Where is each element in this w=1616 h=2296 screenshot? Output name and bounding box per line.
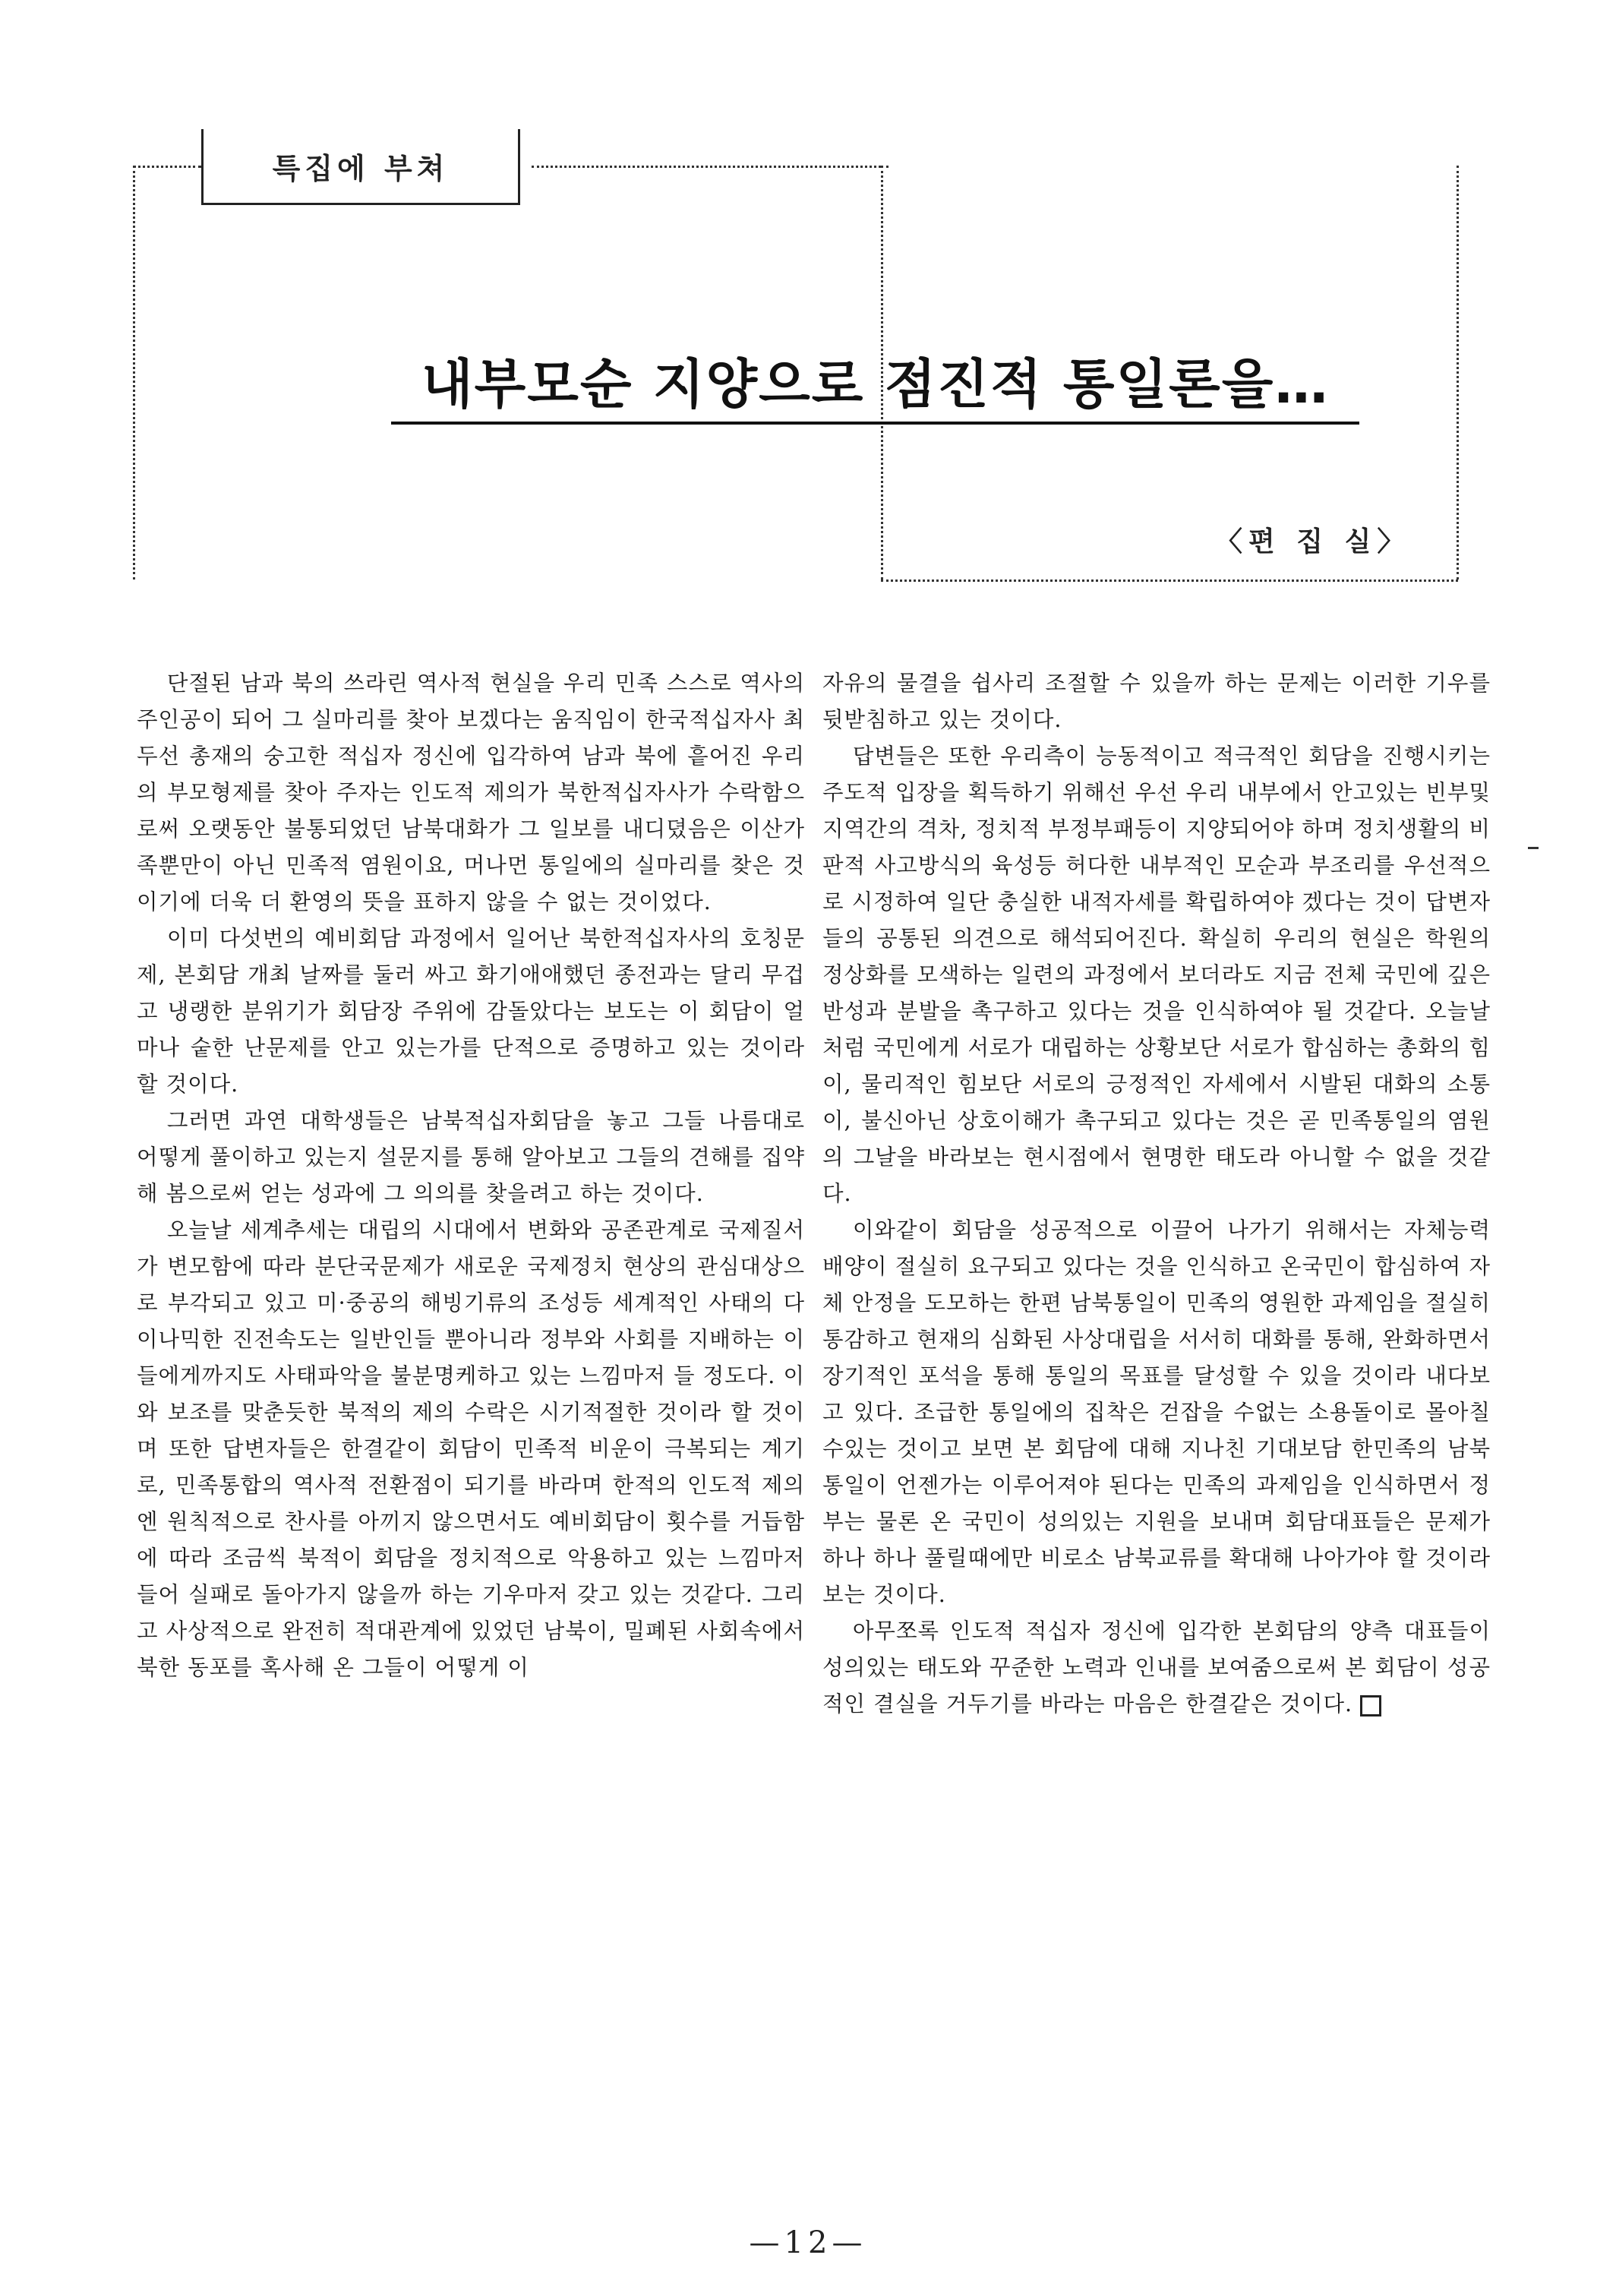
page-number: —12— [749,2225,867,2260]
paragraph: 이미 다섯번의 예비회담 과정에서 일어난 북한적십자사의 호칭문제, 본회담 개최 날짜를 둘러 싸고 화기애애했던 종전과는 달리 무겁고 냉랭한 분위기가 회담장 주위에 감돌았다는 보도는 이 회담이 얼마나 숱한 난문제를 안고 있는가를 단적으로 증명하고 있는 것이라 할 것이다. [137,926,805,1097]
paragraph: 단절된 남과 북의 쓰라린 역사적 현실을 우리 민족 스스로 역사의 주인공이 되어 그 실마리를 찾아 보겠다는 움직임이 한국적십자사 최 두선 총재의 숭고한 적십자 정신에 입각하여 남과 북에 흩어진 우리의 부모형제를 찾아 주자는 인도적 제의가 북한적십자사가 수락함으로써 오랫동안 불통되었던 남북대화가 그 일보를 내디뎠음은 이산가족뿐만이 아닌 민족적 염원이요, 머나먼 통일에의 실마리를 찾은 것이기에 더욱 더 환영의 뜻을 표하지 않을 수 없는 것이었다. [137,671,805,914]
frame-left-dots [133,166,135,580]
paragraph: 이와같이 회담을 성공적으로 이끌어 나가기 위해서는 자체능력 배양이 절실히 요구되고 있다는 것을 인식하고 온국민이 합심하여 자체 안정을 도모하는 한편 남북통일이 민족의 영원한 과제임을 절실히 통감하고 현재의 심화된 사상대립을 서서히 대화를 통해, 완화하면서 장기적인 포석을 통해 통일의 목표를 달성할 수 있을 것이라 내다보고 있다. 조급한 통일에의 집착은 걷잡을 수없는 소용돌이로 몰아칠 수있는 것이고 보면 본 회담에 대해 지나친 기대보담 한민족의 남북통일이 언젠가는 이루어져야 된다는 민족의 과제임을 인식하면서 정부는 물론 온 국민이 성의있는 지원을 보내며 회담대표들은 문제가 하나 하나 풀릴때에만 비로소 남북교류를 확대해 나아가야 할 것이라 보는 것이다. [822,1217,1491,1607]
paragraph: 오늘날 세계추세는 대립의 시대에서 변화와 공존관계로 국제질서가 변모함에 따라 분단국문제가 새로운 국제정치 현상의 관심대상으로 부각되고 있고 미·중공의 해빙기류의 조성등 세계적인 사태의 다이나믹한 진전속도는 일반인들 뿐아니라 정부와 사회를 지배하는 이들에게까지도 사태파악을 불분명케하고 있는 느낌마저 들 정도다. 이와 보조를 맞춘듯한 북적의 제의 수락은 시기적절한 것이라 할 것이며 또한 답변자들은 한결같이 회담이 민족적 비운이 극복되는 계기로, 민족통합의 역사적 전환점이 되기를 바라며 한적의 인도적 제의엔 원칙적으로 찬사를 아끼지 않으면서도 예비회담이 횟수를 거듭함에 따라 조금씩 북적이 회담을 정치적으로 악용하고 있는 느낌마저 들어 실패로 돌아가지 않을까 하는 기우마저 갖고 있는 것같다. 그리고 사상적으로 완전히 적대관계에 있었던 남북이, 밀폐된 사회속에서 북한 동포를 혹사해 온 그들이 어떻게 이 [137,1217,805,1680]
paragraph-text: 아무쪼록 인도적 적십자 정신에 입각한 본회담의 양측 대표들이 성의있는 태도와 꾸준한 노력과 인내를 보여줌으로써 본 회담이 성공적인 결실을 거두기를 바라는 마음은 한결같은 것이다. [822,1619,1491,1716]
frame-bottom-dots [881,580,1458,582]
paragraph: 답변들은 또한 우리측이 능동적이고 적극적인 회담을 진행시키는 주도적 입장을 획득하기 위해선 우선 우리 내부에서 안고있는 빈부및 지역간의 격차, 정치적 부정부패등이 지양되어야 하며 정치생활의 비판적 사고방식의 육성등 허다한 내부적인 모순과 부조리를 우선적으로 시정하여 일단 충실한 내적자세를 확립하여야 겠다는 것이 답변자들의 공통된 의견으로 해석되어진다. 확실히 우리의 현실은 학원의 정상화를 모색하는 일련의 과정에서 보더라도 지금 전체 국민에 깊은 반성과 분발을 촉구하고 있다는 것을 인식하여야 될 것같다. 오늘날 처럼 국민에게 서로가 대립하는 상황보단 서로가 합심하는 총화의 힘이, 물리적인 힘보단 서로의 긍정적인 자세에서 시발된 대화의 소통이, 불신아닌 상호이해가 촉구되고 있다는 것은 곧 민족통일의 염원의 그날을 바라보는 현시점에서 현명한 태도라 아니할 수 없을 것같다. [822,744,1491,1206]
paragraph: 자유의 물결을 쉽사리 조절할 수 있을까 하는 문제는 이러한 기우를 뒷받침하고 있는 것이다. [822,671,1491,732]
title-underline [391,422,1359,425]
frame-right-dots [1457,166,1459,580]
last-paragraph [822,1613,1491,1723]
end-mark-icon [1360,1695,1381,1716]
right-column [822,665,1491,1723]
section-label: 특집에 부쳐 [272,152,450,185]
left-column [137,665,805,1686]
paragraph: 그러면 과연 대학생들은 남북적십자회담을 놓고 그들 나름대로 어떻게 풀이하고 있는지 설문지를 통해 알아보고 그들의 견해를 집약해 봄으로써 얻는 성과에 그 의의를 찾을려고 하는 것이다. [137,1108,805,1206]
article-title: 내부모순 지양으로 점진적 통일론을… [421,353,1330,415]
section-label-box [201,129,520,205]
byline: 〈편 집 실〉 [1215,526,1411,557]
frame-right-top-dots [881,166,888,168]
frame-top-right-dots [532,166,881,168]
margin-mark [1528,847,1539,849]
frame-top-left-dots [133,166,201,168]
